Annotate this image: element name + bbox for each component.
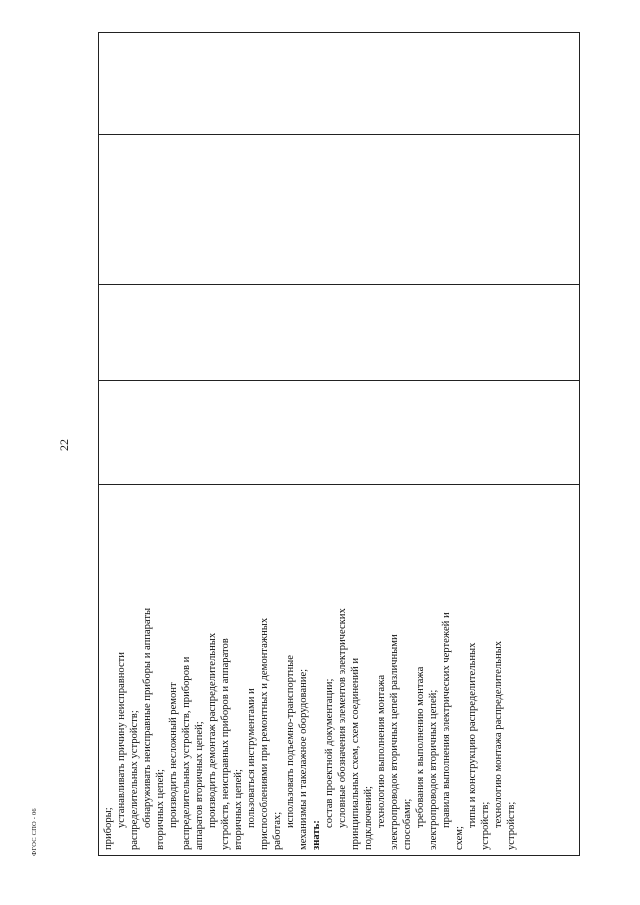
text-line: вторичных цепей;	[155, 769, 166, 850]
text-line: работах;	[272, 811, 283, 850]
text-line: устройств;	[506, 801, 517, 850]
table-row-divider	[99, 380, 579, 381]
text-line: схем;	[454, 826, 465, 850]
rotated-text-block	[98, 484, 580, 856]
text-line: принципиальных схем, схем соединений и	[350, 657, 361, 850]
text-line: обнаруживать неисправные приборы и аппараты	[142, 607, 153, 828]
text-line: подключений;	[363, 786, 374, 850]
text-line: электропроводок вторичных цепей;	[428, 689, 439, 850]
text-line: устройств;	[480, 801, 491, 850]
text-line: условные обозначения элементов электрических	[337, 608, 348, 828]
text-line: устройств, неисправных приборов и аппаратов	[220, 638, 231, 850]
text-line: электропроводок вторичных цепей различными	[389, 634, 400, 850]
text-line: механизмы и такелажное оборудование;	[298, 668, 309, 850]
text-line: распределительных устройств, приборов и	[181, 656, 192, 850]
text-line: технологию монтажа распределительных	[493, 640, 504, 828]
text-line: аппаратов вторичных цепей;	[194, 721, 205, 850]
text-line: устанавливать причину неисправности	[116, 652, 127, 828]
text-line: типы и конструкцию распределительных	[467, 642, 478, 828]
text-line: требования к выполнению монтажа	[415, 666, 426, 828]
text-line: производить демонтаж распределительных	[207, 632, 218, 828]
footer-label: ФГОС СПО - 06	[30, 808, 38, 856]
text-line: правила выполнения электрических чертежей и	[441, 612, 452, 828]
text-line: пользоваться инструментами и	[246, 688, 257, 828]
table-text-cell	[98, 484, 580, 856]
text-line: распределительных устройств;	[129, 710, 140, 850]
text-line: вторичных цепей;	[233, 769, 244, 850]
text-line: приборы;	[103, 807, 114, 850]
table-row-divider	[99, 134, 579, 135]
table-row-divider	[99, 284, 579, 285]
text-line: использовать подъемно-транспортные	[285, 655, 296, 828]
text-line: способами;	[402, 798, 413, 850]
text-line: приспособлениями при ремонтных и демонтажных	[259, 617, 270, 850]
page-number: 22	[56, 439, 71, 451]
text-line: производить несложный ремонт	[168, 682, 179, 828]
text-line: состав проектной документации;	[324, 678, 335, 828]
text-line: технологию выполнения монтажа	[376, 674, 387, 828]
section-heading: знать:	[311, 820, 322, 850]
